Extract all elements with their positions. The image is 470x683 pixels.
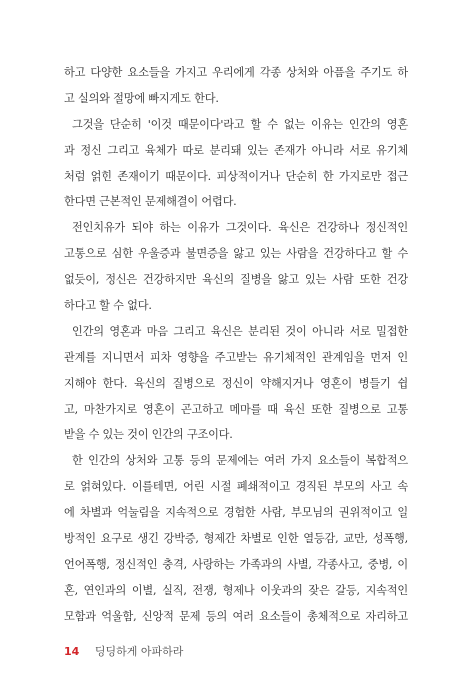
text-line: 없듯이, 정신은 건강하지만 육신의 질병을 앓고 있는 사람 또한 건강	[64, 273, 408, 287]
text-line: 관계를 지니면서 피차 영향을 주고받는 유기체적인 관계임을 먼저 인	[64, 350, 408, 364]
text-line: 인간의 영혼과 마음 그리고 육신은 분리된 것이 아니라 서로 밀접한	[72, 324, 408, 338]
text-line: 고, 마찬가지로 영혼이 곤고하고 메마를 때 육신 또한 질병으로 고통	[64, 402, 408, 416]
page-footer	[64, 645, 183, 659]
running-title: 딩딩하게 아파하라	[94, 645, 184, 658]
text-line: 처럼 얽힌 존재이기 때문이다. 피상적이거나 단순히 한 가지로만 접근	[64, 169, 408, 183]
text-line: 그것을 단순히 '이것 때문이다'라고 할 수 없는 이유는 인간의 영혼	[72, 117, 408, 131]
text-line: 과 정신 그리고 육체가 따로 분리돼 있는 존재가 아니라 서로 유기체	[64, 143, 408, 157]
text-line: 로 얽혀있다. 이를테면, 어린 시절 폐쇄적이고 경직된 부모의 사고 속	[64, 480, 408, 494]
text-line: 방적인 요구로 생긴 강박증, 형제간 차별로 인한 열등감, 교만, 성폭행,	[64, 532, 408, 546]
text-line: 모함과 억울함, 신앙적 문제 등의 여러 요소들이 총체적으로 자리하고	[64, 609, 408, 623]
text-line: 언어폭행, 정신적인 충격, 사랑하는 가족과의 사별, 각종사고, 중병, 이	[64, 557, 408, 571]
text-line: 전인치유가 되야 하는 이유가 그것이다. 육신은 건강하나 정신적인	[72, 221, 408, 235]
text-line: 고통으로 심한 우울증과 불면증을 앓고 있는 사람을 건강하다고 할 수	[64, 247, 408, 261]
text-line: 받을 수 있는 것이 인간의 구조이다.	[64, 428, 233, 442]
text-line: 지해야 한다. 육신의 질병으로 정신이 약해지거나 영혼이 병들기 쉽	[64, 376, 408, 390]
text-line: 혼, 연인과의 이별, 실직, 전쟁, 형제나 이웃과의 잦은 갈등, 지속적인	[64, 583, 408, 597]
text-line: 한 인간의 상처와 고통 등의 문제에는 여러 가지 요소들이 복합적으	[72, 454, 408, 468]
page-number: 14	[64, 645, 80, 658]
text-line: 하다고 할 수 없다.	[64, 299, 152, 313]
text-line: 에 차별과 억눌림을 지속적으로 경험한 사람, 부모님의 권위적이고 일	[64, 506, 408, 520]
text-line: 고 실의와 절망에 빠지게도 한다.	[64, 91, 219, 105]
text-line: 하고 다양한 요소들을 가지고 우리에게 각종 상처와 아픔을 주기도 하	[64, 66, 408, 79]
body-text	[64, 60, 408, 630]
text-line: 한다면 근본적인 문제해결이 어렵다.	[64, 195, 237, 209]
